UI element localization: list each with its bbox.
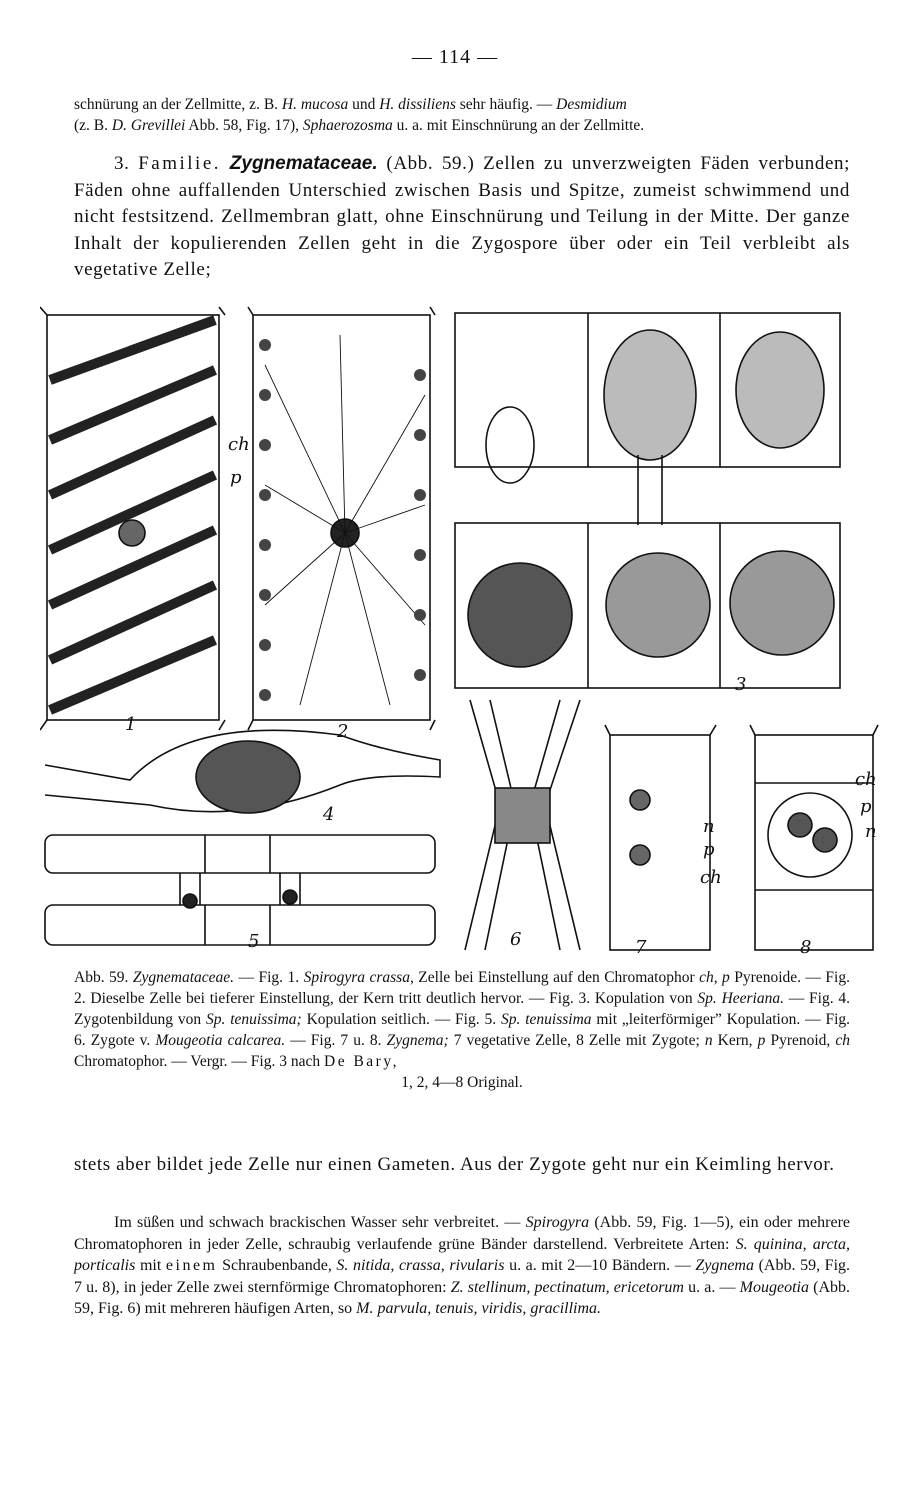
text-run: (Abb. 59, Fig. 1—5), ein oder mehrere Chromatophoren in jeder Zelle, schraubig verlaufende grüne Bänder darstellend. Verbreitete Arten: xyxy=(74,1214,851,1253)
text-run: Im süßen und schwach brackischen Wasser sehr verbreitet. — xyxy=(114,1214,526,1231)
top-paragraph xyxy=(74,94,850,136)
fig7-p-label: p xyxy=(703,839,715,860)
fig2-cell xyxy=(248,307,435,730)
text-run: — Fig. 1. xyxy=(234,969,304,986)
species-name: Mougeotia calcarea. xyxy=(155,1032,286,1049)
species-name: Sp. tenuissima; xyxy=(206,1011,302,1028)
figure-59 xyxy=(40,305,880,957)
species-name: S. quinina, arcta, porticalis xyxy=(74,1235,850,1274)
text-run: Pyrenoide. — Fig. 2. Dieselbe Zelle bei tieferer Einstellung, der Kern tritt deutlich hervor. — Fig. 3. Kopulation von xyxy=(74,969,850,1007)
family-number: 3. xyxy=(114,153,139,174)
text-run: u. a. mit Einschnürung an der Zellmitte. xyxy=(392,117,645,134)
text-run: und xyxy=(348,96,380,113)
text-run: — Fig. 7 u. 8. xyxy=(285,1032,387,1049)
fig-label-4: 4 xyxy=(323,804,335,825)
text-run: sehr häufig. — xyxy=(455,96,557,113)
text-run: u. a. mit 2—10 Bändern. — xyxy=(504,1257,696,1274)
abbrev: ch, p xyxy=(699,969,730,986)
fig8-n-label: n xyxy=(865,821,877,842)
text-run: Abb. 59. xyxy=(74,969,133,986)
text-run: Abb. 58, Fig. 17), xyxy=(185,117,303,134)
fig-label-5: 5 xyxy=(248,931,260,952)
family-text: (Abb. 59.) Zellen zu unverzweigten Fäden verbunden; Fäden ohne auffallenden Unterschied zwischen Basis und Spitze, zumeist schwimmend und nicht festsitzend. Zellmembran glatt, ohne Einschnürung und Teilung in der Mitte. Der ganze Inhalt der kopulierenden Zellen geht in die Zygospore über oder ein Teil verbleibt als vegetative Zelle; xyxy=(74,153,850,280)
text-run: (z. B. xyxy=(74,117,112,134)
fig1-cell xyxy=(40,307,225,730)
text-run: Schraubenbande, xyxy=(217,1257,337,1274)
abbrev: n xyxy=(704,1032,713,1049)
fig1-ch-label: ch xyxy=(228,434,250,455)
caption-end: 1, 2, 4—8 Original. xyxy=(401,1074,523,1091)
text-run: einem xyxy=(165,1257,218,1274)
family-label: Familie. xyxy=(138,153,222,174)
text-run: mit „leiterförmiger” Kopulation. — Fig. 6. Zygote v. xyxy=(74,1011,850,1049)
fig8-ch-label: ch xyxy=(855,769,877,790)
fig-label-7: 7 xyxy=(635,937,647,957)
page-number: — 114 — xyxy=(411,46,499,68)
genus-name: Sphaerozosma xyxy=(302,117,393,134)
text-run: Pyrenoid, xyxy=(765,1032,836,1049)
fig7-n-label: n xyxy=(703,816,715,837)
text-run: Zelle bei Einstellung auf den Chromatophor xyxy=(413,969,700,986)
fig4-zygote xyxy=(45,730,440,813)
species-name: Sp. Heeriana. xyxy=(697,990,784,1007)
text-run: Chromatophor. — Vergr. — Fig. 3 nach xyxy=(74,1053,324,1070)
fig3-conjugation xyxy=(455,313,840,688)
species-name: D. Grevillei xyxy=(111,117,186,134)
genus-name: Spirogyra xyxy=(525,1214,590,1231)
fig-label-8: 8 xyxy=(800,937,812,957)
text-run: Kern, xyxy=(712,1032,758,1049)
fig7-cell xyxy=(605,725,716,950)
continuation-paragraph: stets aber bildet jede Zelle nur einen Gameten. Aus der Zygote geht nur ein Keimling hervor. xyxy=(74,1154,835,1175)
text-run: schnürung an der Zellmitte, z. B. xyxy=(74,96,282,113)
fig7-ch-label: ch xyxy=(700,867,722,888)
genus-name: Desmidium xyxy=(556,96,627,113)
text-run: u. a. — xyxy=(683,1278,740,1296)
text-run: 7 vegetative Zelle, 8 Zelle mit Zygote; xyxy=(448,1032,705,1049)
species-name: Spirogyra crassa, xyxy=(303,969,414,986)
species-name: H. mucosa xyxy=(281,96,349,113)
text-run: mit xyxy=(135,1257,166,1274)
figure-labels xyxy=(125,434,877,957)
fig-label-1: 1 xyxy=(125,714,137,735)
species-name: M. parvula, tenuis, viridis, gracillima. xyxy=(356,1300,602,1317)
text-run: (Abb. 59, Fig. 7 u. 8), in jeder Zelle zwei sternförmige Chromatophoren: xyxy=(74,1257,851,1296)
genus-name: Zygnema; xyxy=(386,1032,449,1049)
fig5-ladder xyxy=(45,835,435,945)
family-paragraph xyxy=(74,151,850,284)
author-name: De Bary, xyxy=(324,1053,399,1070)
fig-label-3: 3 xyxy=(735,674,747,695)
fig-label-2: 2 xyxy=(337,721,349,742)
species-name: H. dissiliens xyxy=(379,96,456,113)
fig8-cell xyxy=(750,725,878,950)
bottom-paragraph xyxy=(74,1212,850,1320)
fig6-mougeotia xyxy=(465,700,580,950)
family-name: Zygnemataceae. xyxy=(132,969,235,986)
genus-name: Zygnema xyxy=(695,1257,754,1274)
abbrev: p xyxy=(757,1032,766,1049)
text-run: (Abb. 59, Fig. 6) mit mehreren häufigen Arten, so xyxy=(74,1278,851,1317)
fig8-p-label: p xyxy=(860,796,872,817)
fig1-p-label: p xyxy=(230,467,242,488)
species-name: S. nitida, crassa, rivularis xyxy=(336,1257,505,1274)
species-name: Z. stellinum, pectinatum, ericetorum xyxy=(450,1278,684,1296)
family-name: Zygnemataceae. xyxy=(229,153,378,174)
figure-caption xyxy=(74,967,850,1093)
genus-name: Mougeotia xyxy=(739,1278,809,1296)
text-run: Kopulation seitlich. — Fig. 5. xyxy=(301,1011,501,1028)
fig-label-6: 6 xyxy=(510,929,522,950)
text-run: — Fig. 4. Zygotenbildung von xyxy=(74,990,850,1028)
species-name: Sp. tenuissima xyxy=(500,1011,592,1028)
abbrev: ch xyxy=(835,1032,851,1049)
